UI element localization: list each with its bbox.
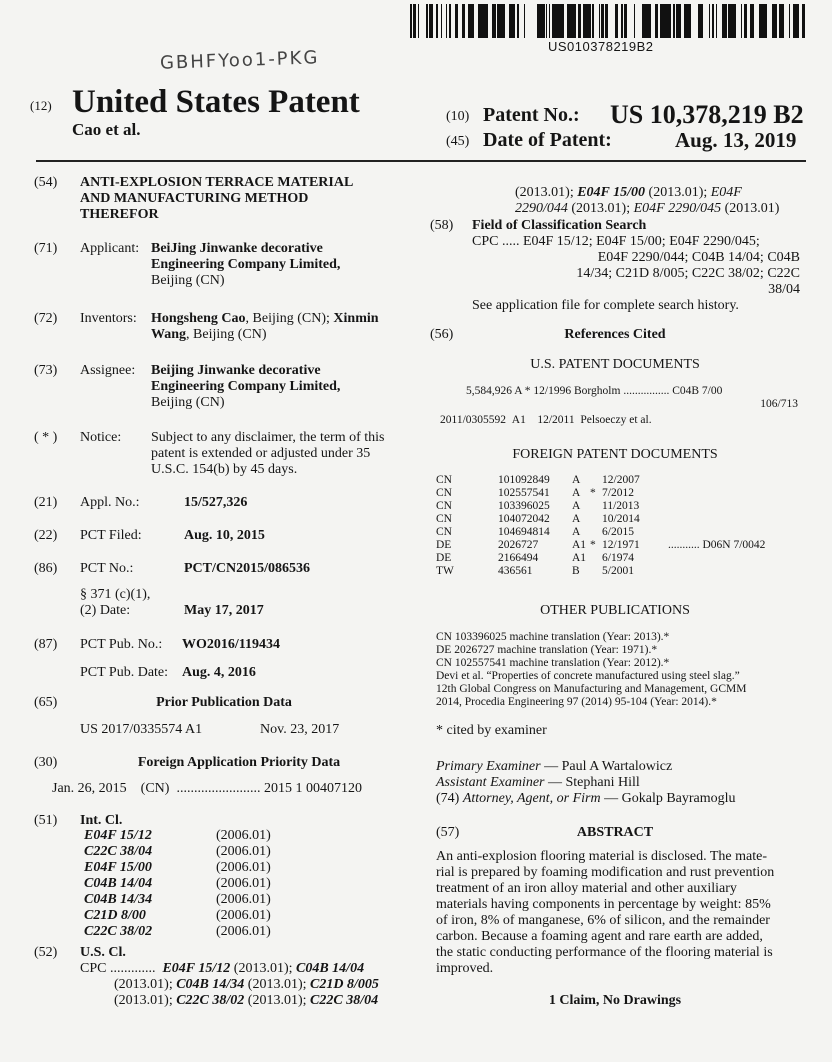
examiner-label: Assistant Examiner — [436, 775, 545, 790]
notice-line: Subject to any disclaimer, the term of this — [151, 430, 385, 445]
ref-kind: A — [514, 385, 522, 397]
publication-line: 12th Global Congress on Manufacturing and Management, GCMM — [436, 683, 747, 695]
inventor-name: Wang — [151, 327, 187, 342]
foreign-ref-date: 12/2007 — [602, 474, 640, 486]
applicant-line: Engineering Company Limited, — [151, 257, 341, 272]
foreign-ref-date: 10/2014 — [602, 513, 640, 525]
foreign-ref-extra — [668, 474, 765, 487]
field-search-note: See application file for complete search history. — [472, 298, 739, 313]
foreign-ref-num: 104072042 — [498, 513, 550, 525]
ref-name: Pelsoeczy et al. — [580, 414, 652, 426]
other-publications — [436, 631, 746, 709]
foreign-ref-num: 103396025 — [498, 500, 550, 512]
page-title: United States Patent — [72, 84, 360, 120]
us-cl-label: U.S. Cl. — [80, 945, 126, 960]
int-cl-version: (2006.01) — [216, 908, 271, 923]
int-cl-version: (2006.01) — [216, 860, 271, 875]
int-cl-class: C04B 14/04 — [84, 876, 153, 891]
foreign-ref-star — [590, 474, 602, 487]
int-cl-class: E04F 15/00 — [84, 860, 152, 875]
foreign-ref-num: 2166494 — [498, 552, 539, 564]
int-cl-label: Int. Cl. — [80, 813, 123, 828]
int-cl-class: C22C 38/04 — [84, 844, 153, 859]
int-cl-class: E04F 15/12 — [84, 828, 152, 843]
code-71: (71) — [34, 241, 58, 256]
pct-pub-date-value: Aug. 4, 2016 — [182, 665, 256, 680]
us-ref-row — [466, 385, 722, 398]
pct-no-label: PCT No.: — [80, 561, 134, 576]
code-52: (52) — [34, 945, 58, 960]
int-cl-version: (2006.01) — [216, 892, 271, 907]
foreign-ref-kind: A — [572, 500, 581, 512]
us-ref-row — [440, 414, 652, 427]
pct-pub-no-value: WO2016/119434 — [182, 637, 281, 652]
code-86: (86) — [34, 561, 58, 576]
assignee-line: Beijing (CN) — [151, 395, 225, 410]
ref-star: * — [524, 385, 531, 397]
code-22: (22) — [34, 528, 58, 543]
examiner-line — [436, 775, 640, 791]
notice-value — [151, 430, 385, 478]
section-371: § 371 (c)(1), — [80, 587, 151, 602]
assignee-line: Beijing Jinwanke decorative — [151, 363, 321, 378]
cpc-text: (2013.01); — [244, 977, 311, 992]
priority-number: 2015 1 00407120 — [263, 781, 362, 796]
foreign-ref-star — [590, 513, 602, 526]
foreign-ref-num: 104694814 — [498, 526, 550, 538]
code-58: (58) — [430, 218, 454, 233]
invention-title — [80, 175, 353, 223]
foreign-ref-date: 12/1971 — [602, 539, 640, 551]
cpc-class: C21D 8/005 — [310, 977, 379, 992]
code-73: (73) — [34, 363, 58, 378]
cpc-class: E04F 2290/045 — [633, 201, 722, 216]
title-line: ANTI-EXPLOSION TERRACE MATERIAL — [80, 175, 354, 190]
code-10: (10) — [446, 109, 470, 124]
cpc-label: CPC — [80, 961, 107, 976]
int-cl-class: C04B 14/34 — [84, 892, 153, 907]
us-cl-continued — [515, 201, 779, 217]
applicant-value — [151, 241, 340, 289]
cpc-class: E04F 15/00 — [577, 185, 646, 200]
code-57: (57) — [436, 825, 460, 840]
notice-line: U.S.C. 154(b) by 45 days. — [151, 462, 298, 477]
ref-name: Borgholm — [574, 385, 621, 397]
patent-date: Aug. 13, 2019 — [675, 128, 797, 152]
field-search-line: 38/04 — [768, 282, 800, 297]
code-87: (87) — [34, 637, 58, 652]
abstract-line: An anti-explosion flooring material is disclosed. The mate- — [436, 849, 767, 864]
code-12: (12) — [30, 98, 52, 113]
ref-number: 5,584,926 — [466, 385, 512, 397]
foreign-ref-num: 2026727 — [498, 539, 539, 551]
int-cl-version: (2006.01) — [216, 828, 271, 843]
us-cl-line — [114, 993, 378, 1009]
section-371-date: May 17, 2017 — [184, 603, 264, 618]
foreign-ref-date: 7/2012 — [602, 487, 634, 499]
foreign-ref-extra — [668, 526, 765, 539]
pct-no-value: PCT/CN2015/086536 — [184, 561, 310, 576]
foreign-ref-cc: CN — [436, 513, 452, 525]
examiner-name: — Paul A Wartalowicz — [540, 759, 673, 774]
cpc-text: (2013.01); — [114, 993, 177, 1008]
priority-date: Jan. 26, 2015 — [52, 781, 127, 796]
notice-line: patent is extended or adjusted under 35 — [151, 446, 371, 461]
assignee-label: Assignee: — [80, 363, 136, 378]
foreign-ref-kind: A — [572, 474, 581, 486]
cited-by-examiner: * cited by examiner — [436, 723, 547, 738]
foreign-ref-star — [590, 565, 602, 578]
cpc-text: (2013.01); — [515, 185, 578, 200]
abstract-body — [436, 849, 802, 977]
abstract-line: carbon. Because a foaming agent and rare earth are added, — [436, 929, 763, 944]
int-cl-version: (2006.01) — [216, 876, 271, 891]
foreign-ref-num: 436561 — [498, 565, 533, 577]
examiner-name: — Stephani Hill — [544, 775, 640, 790]
foreign-ref-date: 6/1974 — [602, 552, 634, 564]
abstract-line: improved. — [436, 961, 494, 976]
cpc-text: (2013.01); — [567, 201, 634, 216]
int-cl-table — [84, 828, 271, 940]
code-45: (45) — [446, 134, 470, 149]
foreign-ref-date: 5/2001 — [602, 565, 634, 577]
priority-heading: Foreign Application Priority Data — [137, 755, 341, 770]
inventor-name: Xinmin — [333, 311, 379, 326]
cpc-class: E04F 15/12 — [162, 961, 231, 976]
foreign-ref-kind: A1 — [572, 552, 587, 564]
attorney-line — [436, 791, 736, 807]
cpc-class: 2290/044 — [515, 201, 568, 216]
cpc-text: (2013.01); — [114, 977, 177, 992]
ref-class: C04B 7/00 — [672, 385, 723, 397]
abstract-line: of iron, 8% of manganese, 6% of silicon, and the remainder — [436, 913, 770, 928]
pct-pub-date-label: PCT Pub. Date: — [80, 665, 169, 680]
foreign-ref-date: 11/2013 — [602, 500, 640, 512]
assignee-value — [151, 363, 340, 411]
abstract-line: materials having components in percentage by weight: 85% — [436, 897, 771, 912]
foreign-ref-cc: CN — [436, 500, 452, 512]
ref-number: 2011/0305592 — [440, 414, 507, 426]
barcode-number: US010378219B2 — [548, 39, 654, 54]
leader-dots: ........................ — [176, 781, 261, 796]
foreign-ref-row — [436, 565, 765, 578]
foreign-ref-star — [590, 552, 602, 565]
appl-no-value: 15/527,326 — [184, 495, 248, 510]
claims-summary: 1 Claim, No Drawings — [548, 993, 682, 1008]
appl-no-label: Appl. No.: — [80, 495, 140, 510]
ref-class: 106/713 — [760, 398, 798, 410]
section-371-date-label: (2) Date: — [80, 603, 131, 618]
foreign-ref-cc: DE — [436, 552, 452, 564]
foreign-ref-row — [436, 526, 765, 539]
foreign-ref-row — [436, 487, 765, 500]
code-56: (56) — [430, 327, 454, 342]
pct-pub-no-label: PCT Pub. No.: — [80, 637, 163, 652]
foreign-ref-extra: ........... D06N 7/0042 — [668, 539, 766, 551]
foreign-ref-row — [436, 474, 765, 487]
examiner-line — [436, 759, 672, 775]
foreign-ref-row — [436, 552, 765, 565]
foreign-ref-kind: A — [572, 513, 581, 525]
foreign-ref-num: 101092849 — [498, 474, 550, 486]
publication-line: DE 2026727 machine translation (Year: 1971).* — [436, 644, 658, 656]
field-search-line: CPC ..... E04F 15/12; E04F 15/00; E04F 2290/045; — [472, 234, 760, 249]
prior-pub-date: Nov. 23, 2017 — [260, 722, 340, 737]
foreign-ref-star: * — [590, 539, 596, 551]
foreign-docs-heading: FOREIGN PATENT DOCUMENTS — [512, 447, 718, 462]
foreign-docs-table — [436, 474, 765, 578]
notice-label: Notice: — [80, 430, 122, 445]
foreign-ref-row — [436, 539, 765, 552]
inventor-name: Hongsheng Cao — [151, 311, 246, 326]
us-docs-heading: U.S. PATENT DOCUMENTS — [530, 357, 700, 372]
inventors-label: Inventors: — [80, 311, 137, 326]
abstract-line: the static conducting performance of the flooring material is — [436, 945, 773, 960]
foreign-ref-cc: TW — [436, 565, 454, 577]
barcode — [410, 4, 806, 38]
cpc-class: C04B 14/04 — [296, 961, 365, 976]
publication-line: CN 102557541 machine translation (Year: 2012).* — [436, 657, 670, 669]
foreign-ref-kind: B — [572, 565, 580, 577]
inventors-value — [151, 311, 421, 343]
cpc-text: (2013.01); — [244, 993, 311, 1008]
foreign-ref-kind: A — [572, 526, 581, 538]
title-line: AND MANUFACTURING METHOD — [80, 191, 309, 206]
code-54: (54) — [34, 175, 58, 190]
inventor-loc: , Beijing (CN) — [186, 327, 267, 342]
ref-date: 12/2011 — [537, 414, 575, 426]
abstract-line: treatment of an iron alloy material and other auxiliary — [436, 881, 737, 896]
cpc-class: C22C 38/02 — [176, 993, 245, 1008]
foreign-ref-cc: CN — [436, 526, 452, 538]
cpc-text: (2013.01); — [645, 185, 711, 200]
foreign-ref-extra — [668, 513, 765, 526]
ref-kind: A1 — [511, 414, 526, 426]
foreign-ref-num: 102557541 — [498, 487, 550, 499]
foreign-ref-date: 6/2015 — [602, 526, 634, 538]
foreign-ref-extra — [668, 552, 765, 565]
leader-dots: ............. — [109, 961, 156, 976]
int-cl-class: C21D 8/00 — [84, 908, 146, 923]
applicant-line: Beijing (CN) — [151, 273, 225, 288]
prior-pub-number: US 2017/0335574 A1 — [80, 722, 203, 737]
ref-date: 12/1996 — [533, 385, 572, 397]
code-74: (74) — [436, 791, 463, 806]
foreign-ref-star: * — [590, 487, 596, 499]
foreign-ref-cc: CN — [436, 474, 452, 486]
pct-filed-label: PCT Filed: — [80, 528, 142, 543]
title-line: THEREFOR — [80, 207, 159, 222]
cpc-class: C04B 14/34 — [176, 977, 245, 992]
foreign-ref-cc: DE — [436, 539, 452, 551]
field-search-label: Field of Classification Search — [472, 218, 647, 233]
publication-line: CN 103396025 machine translation (Year: 2013).* — [436, 631, 670, 643]
priority-country: (CN) — [140, 781, 170, 796]
int-cl-version: (2006.01) — [216, 924, 271, 939]
patent-no-label: Patent No.: — [483, 104, 580, 126]
references-heading: References Cited — [564, 327, 666, 342]
code-65: (65) — [34, 695, 58, 710]
abstract-heading: ABSTRACT — [576, 825, 654, 840]
attorney-label: Attorney, Agent, or Firm — [462, 791, 601, 806]
date-label: Date of Patent: — [483, 129, 612, 151]
cpc-class: E04F — [710, 185, 742, 200]
foreign-ref-kind: A1 — [572, 539, 587, 551]
authors: Cao et al. — [72, 120, 141, 139]
foreign-ref-cc: CN — [436, 487, 452, 499]
code-72: (72) — [34, 311, 58, 326]
handwritten-note: GBHFYoo1-PKG — [159, 47, 320, 74]
pct-filed-value: Aug. 10, 2015 — [184, 528, 265, 543]
foreign-ref-star — [590, 500, 602, 513]
publication-line: Devi et al. “Properties of concrete manufactured using steel slag.” — [436, 670, 740, 682]
foreign-ref-star — [590, 526, 602, 539]
code-notice: ( * ) — [34, 430, 58, 445]
header-rule — [36, 160, 806, 162]
foreign-ref-kind: A — [572, 487, 581, 499]
us-cl-line — [80, 961, 364, 977]
us-cl-line — [114, 977, 379, 993]
int-cl-class: C22C 38/02 — [84, 924, 153, 939]
int-cl-version: (2006.01) — [216, 844, 271, 859]
field-search-line: E04F 2290/044; C04B 14/04; C04B — [597, 250, 800, 265]
foreign-ref-extra — [668, 487, 765, 500]
leader-dots: ................ — [623, 385, 670, 397]
prior-publication-heading: Prior Publication Data — [156, 695, 292, 710]
code-21: (21) — [34, 495, 58, 510]
inventor-loc: , Beijing (CN); — [245, 311, 334, 326]
applicant-label: Applicant: — [80, 241, 140, 256]
code-30: (30) — [34, 755, 58, 770]
priority-row — [52, 781, 362, 797]
abstract-line: rial is prepared by foaming modification and rust prevention — [436, 865, 775, 880]
cpc-text: (2013.01); — [230, 961, 296, 976]
us-cl-continued — [515, 185, 742, 201]
applicant-line: BeiJing Jinwanke decorative — [151, 241, 323, 256]
other-publications-heading: OTHER PUBLICATIONS — [540, 603, 690, 618]
publication-line: 2014, Procedia Engineering 97 (2014) 95-104 (Year: 2014).* — [436, 696, 717, 708]
patent-number: US 10,378,219 B2 — [610, 100, 804, 129]
assignee-line: Engineering Company Limited, — [151, 379, 341, 394]
code-51: (51) — [34, 813, 58, 828]
cpc-text: (2013.01) — [721, 201, 780, 216]
foreign-ref-row — [436, 500, 765, 513]
cpc-class: C22C 38/04 — [310, 993, 379, 1008]
attorney-name: — Gokalp Bayramoglu — [600, 791, 736, 806]
foreign-ref-extra — [668, 565, 765, 578]
foreign-ref-extra — [668, 500, 765, 513]
field-search-line: 14/34; C21D 8/005; C22C 38/02; C22C — [576, 266, 800, 281]
examiner-label: Primary Examiner — [436, 759, 541, 774]
foreign-ref-row — [436, 513, 765, 526]
